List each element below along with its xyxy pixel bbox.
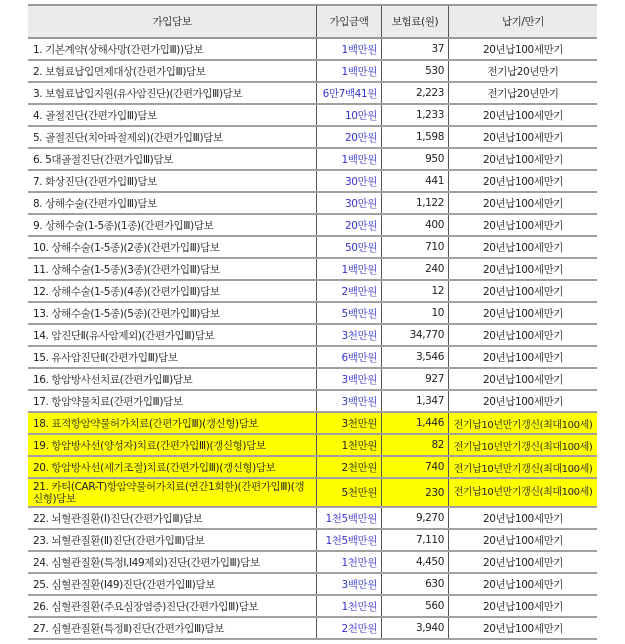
premium-value: 950 xyxy=(382,148,449,170)
premium-value: 3,940 xyxy=(382,617,449,639)
payment-term: 전기납10년만기갱신(최대100세) xyxy=(449,478,598,507)
coverage-name: 5. 골절진단(치아파절제외)(간편가입Ⅲ)담보 xyxy=(28,126,317,148)
header-term: 납기/만기 xyxy=(449,5,598,38)
premium-value: 34,770 xyxy=(382,324,449,346)
premium-value: 740 xyxy=(382,456,449,478)
payment-term: 20년납100세만기 xyxy=(449,258,598,280)
coverage-amount: 1천5백만원 xyxy=(317,529,382,551)
payment-term: 20년납100세만기 xyxy=(449,551,598,573)
table-row xyxy=(28,82,597,104)
table-row xyxy=(28,170,597,192)
payment-term: 20년납100세만기 xyxy=(449,368,598,390)
coverage-name: 19. 항암방사선(양성자)치료(간편가입Ⅲ)(갱신형)담보 xyxy=(28,434,317,456)
payment-term: 20년납100세만기 xyxy=(449,617,598,639)
coverage-name: 9. 상해수술(1-5종)(1종)(간편가입Ⅲ)담보 xyxy=(28,214,317,236)
coverage-name: 3. 보험료납입지원(유사암진단)(간편가입Ⅲ)담보 xyxy=(28,82,317,104)
table-body xyxy=(28,38,597,639)
coverage-amount: 1천만원 xyxy=(317,434,382,456)
coverage-name: 27. 심혈관질환(특정Ⅱ)진단(간편가입Ⅲ)담보 xyxy=(28,617,317,639)
premium-value: 230 xyxy=(382,478,449,507)
coverage-amount: 20만원 xyxy=(317,126,382,148)
coverage-amount: 3백만원 xyxy=(317,573,382,595)
coverage-amount: 30만원 xyxy=(317,170,382,192)
coverage-amount: 10만원 xyxy=(317,104,382,126)
coverage-name: 24. 심혈관질환(특정Ⅰ,I49제외)진단(간편가입Ⅲ)담보 xyxy=(28,551,317,573)
coverage-name: 25. 심혈관질환(I49)진단(간편가입Ⅲ)담보 xyxy=(28,573,317,595)
premium-value: 1,122 xyxy=(382,192,449,214)
payment-term: 20년납100세만기 xyxy=(449,280,598,302)
coverage-amount: 3천만원 xyxy=(317,412,382,434)
header-amount: 가입금액 xyxy=(317,5,382,38)
payment-term: 20년납100세만기 xyxy=(449,38,598,60)
table-row xyxy=(28,324,597,346)
coverage-amount: 1백만원 xyxy=(317,258,382,280)
premium-value: 240 xyxy=(382,258,449,280)
table-row xyxy=(28,192,597,214)
premium-value: 400 xyxy=(382,214,449,236)
table-row xyxy=(28,551,597,573)
coverage-name: 18. 표적항암약물허가치료(간편가입Ⅲ)(갱신형)담보 xyxy=(28,412,317,434)
coverage-name: 15. 유사암진단Ⅱ(간편가입Ⅲ)담보 xyxy=(28,346,317,368)
coverage-name: 21. 카티(CAR-T)항암약물허가치료(연간1회한)(간편가입Ⅲ)(갱신형)담보 xyxy=(28,478,317,507)
premium-value: 37 xyxy=(382,38,449,60)
header-coverage: 가입담보 xyxy=(28,5,317,38)
table-row-highlighted xyxy=(28,412,597,434)
premium-value: 10 xyxy=(382,302,449,324)
coverage-name: 20. 항암방사선(세기조절)치료(간편가입Ⅲ)(갱신형)담보 xyxy=(28,456,317,478)
coverage-amount: 1천만원 xyxy=(317,595,382,617)
premium-value: 1,347 xyxy=(382,390,449,412)
payment-term: 20년납100세만기 xyxy=(449,214,598,236)
table-row-highlighted xyxy=(28,456,597,478)
premium-value: 9,270 xyxy=(382,507,449,529)
coverage-amount: 5백만원 xyxy=(317,302,382,324)
premium-value: 530 xyxy=(382,60,449,82)
table-row xyxy=(28,595,597,617)
premium-value: 1,446 xyxy=(382,412,449,434)
coverage-amount: 30만원 xyxy=(317,192,382,214)
payment-term: 20년납100세만기 xyxy=(449,170,598,192)
coverage-amount: 3천만원 xyxy=(317,324,382,346)
table-row xyxy=(28,346,597,368)
payment-term: 전기납20년만기 xyxy=(449,60,598,82)
coverage-name: 16. 항암방사선치료(간편가입Ⅲ)담보 xyxy=(28,368,317,390)
coverage-name: 4. 골절진단(간편가입Ⅲ)담보 xyxy=(28,104,317,126)
coverage-amount: 6만7백41원 xyxy=(317,82,382,104)
table-row xyxy=(28,214,597,236)
coverage-name: 2. 보험료납입면제대상(간편가입Ⅲ)담보 xyxy=(28,60,317,82)
coverage-amount: 1백만원 xyxy=(317,38,382,60)
premium-value: 927 xyxy=(382,368,449,390)
payment-term: 20년납100세만기 xyxy=(449,324,598,346)
payment-term: 20년납100세만기 xyxy=(449,104,598,126)
premium-value: 12 xyxy=(382,280,449,302)
payment-term: 전기납10년만기갱신(최대100세) xyxy=(449,412,598,434)
payment-term: 20년납100세만기 xyxy=(449,346,598,368)
premium-value: 710 xyxy=(382,236,449,258)
coverage-amount: 3백만원 xyxy=(317,368,382,390)
coverage-amount: 50만원 xyxy=(317,236,382,258)
coverage-name: 11. 상해수술(1-5종)(3종)(간편가입Ⅲ)담보 xyxy=(28,258,317,280)
coverage-amount: 1백만원 xyxy=(317,60,382,82)
coverage-table xyxy=(28,4,597,640)
payment-term: 20년납100세만기 xyxy=(449,390,598,412)
coverage-amount: 1천만원 xyxy=(317,551,382,573)
payment-term: 20년납100세만기 xyxy=(449,236,598,258)
coverage-amount: 5천만원 xyxy=(317,478,382,507)
table-row xyxy=(28,126,597,148)
coverage-name: 22. 뇌혈관질환(Ⅰ)진단(간편가입Ⅲ)담보 xyxy=(28,507,317,529)
coverage-name: 7. 화상진단(간편가입Ⅲ)담보 xyxy=(28,170,317,192)
premium-value: 560 xyxy=(382,595,449,617)
table-row-highlighted xyxy=(28,434,597,456)
coverage-amount: 6백만원 xyxy=(317,346,382,368)
payment-term: 전기납20년만기 xyxy=(449,82,598,104)
premium-value: 1,598 xyxy=(382,126,449,148)
table-row-highlighted xyxy=(28,478,597,507)
table-row xyxy=(28,38,597,60)
premium-value: 630 xyxy=(382,573,449,595)
coverage-name: 1. 기본계약(상해사망(간편가입Ⅲ))담보 xyxy=(28,38,317,60)
table-header-row xyxy=(28,5,597,38)
table-row xyxy=(28,529,597,551)
payment-term: 20년납100세만기 xyxy=(449,192,598,214)
premium-value: 3,546 xyxy=(382,346,449,368)
coverage-name: 6. 5대골절진단(간편가입Ⅲ)담보 xyxy=(28,148,317,170)
table-row xyxy=(28,302,597,324)
premium-value: 2,223 xyxy=(382,82,449,104)
table-row xyxy=(28,104,597,126)
coverage-name: 10. 상해수술(1-5종)(2종)(간편가입Ⅲ)담보 xyxy=(28,236,317,258)
premium-value: 4,450 xyxy=(382,551,449,573)
payment-term: 20년납100세만기 xyxy=(449,302,598,324)
coverage-amount: 1천5백만원 xyxy=(317,507,382,529)
coverage-name: 17. 항암약물치료(간편가입Ⅲ)담보 xyxy=(28,390,317,412)
coverage-name: 8. 상해수술(간편가입Ⅲ)담보 xyxy=(28,192,317,214)
table-row xyxy=(28,280,597,302)
coverage-amount: 1백만원 xyxy=(317,148,382,170)
payment-term: 20년납100세만기 xyxy=(449,573,598,595)
premium-value: 1,233 xyxy=(382,104,449,126)
table-row xyxy=(28,236,597,258)
payment-term: 20년납100세만기 xyxy=(449,529,598,551)
table-row xyxy=(28,573,597,595)
payment-term: 20년납100세만기 xyxy=(449,507,598,529)
coverage-amount: 3백만원 xyxy=(317,390,382,412)
premium-value: 441 xyxy=(382,170,449,192)
premium-value: 7,110 xyxy=(382,529,449,551)
table-row xyxy=(28,368,597,390)
table-row xyxy=(28,507,597,529)
coverage-name: 12. 상해수술(1-5종)(4종)(간편가입Ⅲ)담보 xyxy=(28,280,317,302)
header-premium: 보험료(원) xyxy=(382,5,449,38)
coverage-name: 26. 심혈관질환(주요심장염증)진단(간편가입Ⅲ)담보 xyxy=(28,595,317,617)
coverage-amount: 2백만원 xyxy=(317,280,382,302)
coverage-name: 14. 암진단Ⅱ(유사암제외)(간편가입Ⅲ)담보 xyxy=(28,324,317,346)
table-row xyxy=(28,148,597,170)
table-row xyxy=(28,60,597,82)
payment-term: 전기납10년만기갱신(최대100세) xyxy=(449,434,598,456)
table-row xyxy=(28,390,597,412)
payment-term: 20년납100세만기 xyxy=(449,126,598,148)
coverage-amount: 2천만원 xyxy=(317,617,382,639)
coverage-amount: 20만원 xyxy=(317,214,382,236)
table-row xyxy=(28,258,597,280)
premium-value: 82 xyxy=(382,434,449,456)
coverage-name: 23. 뇌혈관질환(Ⅱ)진단(간편가입Ⅲ)담보 xyxy=(28,529,317,551)
payment-term: 전기납10년만기갱신(최대100세) xyxy=(449,456,598,478)
table-row xyxy=(28,617,597,639)
coverage-name: 13. 상해수술(1-5종)(5종)(간편가입Ⅲ)담보 xyxy=(28,302,317,324)
coverage-amount: 2천만원 xyxy=(317,456,382,478)
payment-term: 20년납100세만기 xyxy=(449,148,598,170)
payment-term: 20년납100세만기 xyxy=(449,595,598,617)
